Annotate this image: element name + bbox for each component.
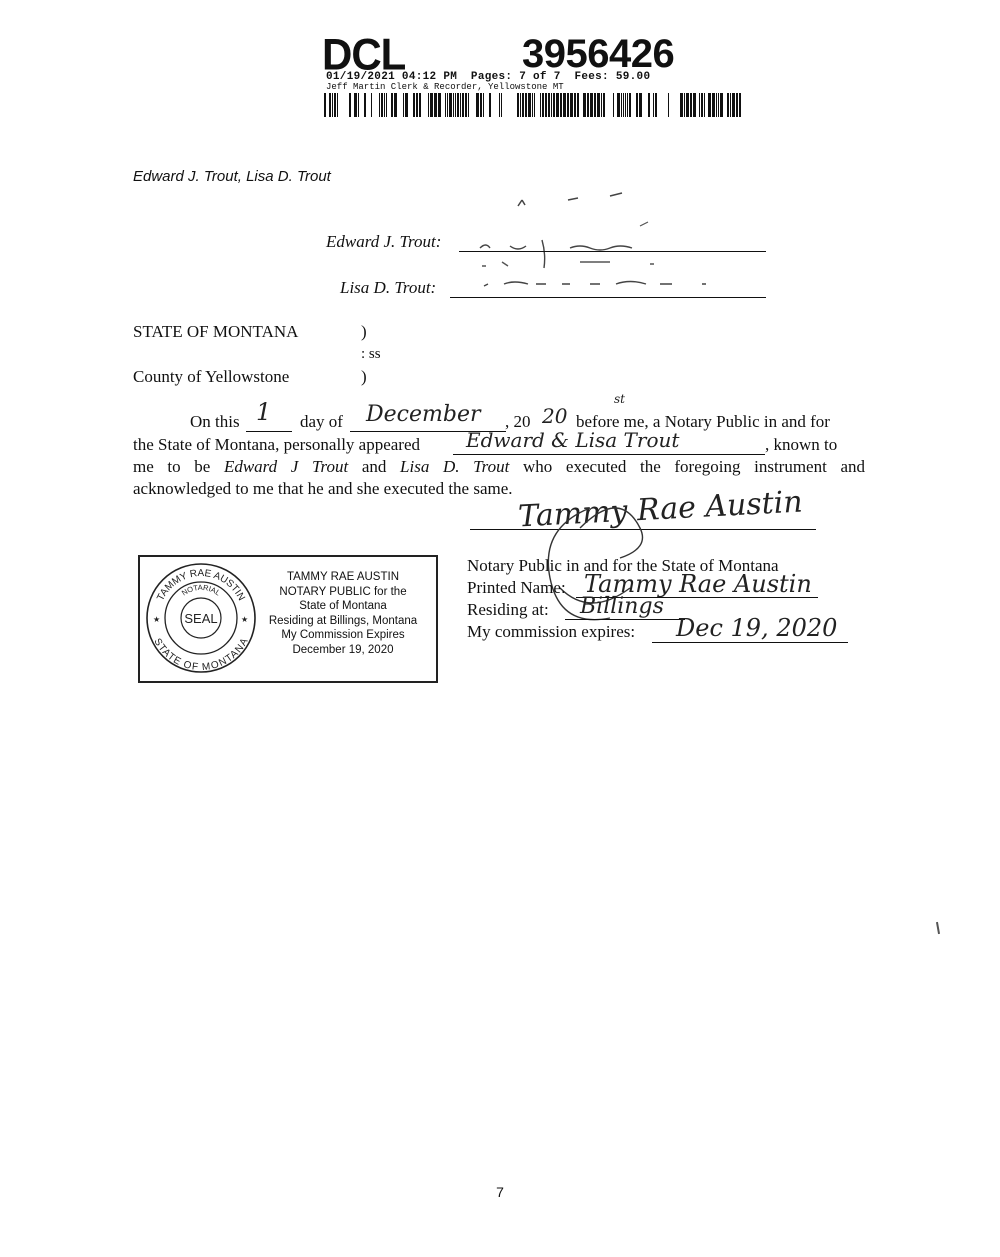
barcode-bar <box>704 93 705 117</box>
commission-value: Dec 19, 2020 <box>676 614 838 642</box>
barcode-bar <box>532 93 533 117</box>
barcode-bar <box>391 93 393 117</box>
seal-residing: Residing at Billings, Montana <box>268 614 418 627</box>
document-number: 3956426 <box>522 32 675 76</box>
barcode-bar <box>668 93 669 117</box>
barcode-bar <box>712 93 715 117</box>
barcode-bar <box>708 93 711 117</box>
barcode-bar <box>560 93 562 117</box>
barcode-bar <box>332 93 333 117</box>
barcode-bar <box>462 93 464 117</box>
seal-ring-top: TAMMY RAE AUSTIN <box>155 567 247 603</box>
grantors-heading: Edward J. Trout, Lisa D. Trout <box>133 168 331 185</box>
barcode-bar <box>522 93 524 117</box>
barcode-bar <box>655 93 657 117</box>
barcode-bar <box>686 93 689 117</box>
barcode-bar <box>489 93 491 117</box>
barcode-bar <box>468 93 469 117</box>
barcode-bar <box>534 93 535 117</box>
barcode-bar <box>613 93 614 117</box>
barcode-bar <box>449 93 452 117</box>
stray-mark <box>936 922 940 934</box>
ack-year-value: 20 <box>542 404 568 428</box>
ack-line2-start: the State of Montana, personally appeared <box>133 435 421 454</box>
barcode-bar <box>617 93 620 117</box>
ack-line3-end: who executed the foregoing instrument and <box>523 457 866 476</box>
barcode-bar <box>445 93 446 117</box>
barcode-bar <box>419 93 421 117</box>
seal-name: TAMMY RAE AUSTIN <box>286 571 400 583</box>
barcode-bar <box>621 93 622 117</box>
barcode-bar <box>639 93 642 117</box>
barcode-bar <box>542 93 544 117</box>
barcode-bar <box>394 93 397 117</box>
barcode-bar <box>730 93 731 117</box>
barcode-bar <box>629 93 631 117</box>
barcode-bar <box>720 93 723 117</box>
barcode-bar <box>556 93 559 117</box>
printed-name-label: Printed Name: <box>467 578 566 597</box>
barcode-bar <box>334 93 336 117</box>
seal-star-right-icon: ★ <box>241 615 249 624</box>
ack-day-value: 1 <box>256 398 272 426</box>
barcode-bar <box>386 93 387 117</box>
barcode-bar <box>627 93 628 117</box>
commission-label: My commission expires: <box>467 622 636 641</box>
barcode-bar <box>603 93 605 117</box>
ack-line4: acknowledged to me that he and she executed the same. <box>133 479 513 498</box>
barcode-bar <box>548 93 550 117</box>
barcode-bar <box>465 93 467 117</box>
barcode-bar <box>680 93 683 117</box>
barcode-bar <box>384 93 385 117</box>
barcode-bar <box>601 93 602 117</box>
barcode-bar <box>684 93 685 117</box>
barcode-bar <box>701 93 703 117</box>
barcode-bar <box>520 93 521 117</box>
barcode-bar <box>428 93 429 117</box>
seal-center: SEAL <box>184 611 218 626</box>
barcode-bar <box>590 93 593 117</box>
barcode-bar <box>597 93 600 117</box>
barcode-bar <box>349 93 351 117</box>
seal-commission: My Commission Expires <box>281 629 405 641</box>
ack-before-text: before me, a Notary Public in and for <box>576 412 830 431</box>
seal-star-left-icon: ★ <box>153 615 161 624</box>
barcode-bar <box>499 93 500 117</box>
residing-label: Residing at: <box>467 600 549 619</box>
barcode-bar <box>517 93 519 117</box>
ack-day-of: day of <box>300 412 343 431</box>
venue-ss: : ss <box>361 346 381 362</box>
ack-line3 <box>133 457 865 477</box>
barcode-bar <box>405 93 408 117</box>
barcode-bar <box>567 93 569 117</box>
barcode-bar <box>438 93 441 117</box>
seal-expires: December 19, 2020 <box>292 643 394 656</box>
barcode-bar <box>693 93 696 117</box>
notary-line1: Notary Public in and for the State of Montana <box>467 556 779 575</box>
barcode-bar <box>736 93 738 117</box>
recording-info: 01/19/2021 04:12 PM Pages: 7 of 7 Fees: 59.00 <box>326 71 651 83</box>
ack-appeared-value: Edward & Lisa Trout <box>466 428 680 452</box>
ack-line2-end <box>765 435 865 455</box>
barcode-bar <box>690 93 692 117</box>
ack-line3-start: me to be <box>133 457 211 476</box>
barcode-bar <box>430 93 433 117</box>
ack-appeared-line <box>453 453 765 455</box>
barcode-bar <box>324 93 326 117</box>
signature-scribbles <box>440 188 780 298</box>
barcode-bar <box>553 93 555 117</box>
svg-text:STATE OF MONTANA <box>151 636 250 673</box>
seal-title: NOTARY PUBLIC for the <box>279 585 407 598</box>
barcode-bar <box>636 93 638 117</box>
ack-and: and <box>361 457 387 476</box>
barcode-bar <box>476 93 479 117</box>
notary-signature: Tammy Rae Austin <box>517 484 804 535</box>
seal-ring-inner: NOTARIAL <box>179 582 223 598</box>
barcode-bar <box>625 93 626 117</box>
barcode-bar <box>718 93 719 117</box>
barcode-bar <box>716 93 717 117</box>
barcode-bar <box>551 93 552 117</box>
recording-label: DCL <box>322 29 406 80</box>
barcode-bar <box>379 93 380 117</box>
barcode-bar <box>563 93 566 117</box>
barcode-bar <box>371 93 372 117</box>
barcode-bar <box>480 93 482 117</box>
barcode-bar <box>501 93 502 117</box>
ack-line2-end-text: , known to <box>765 435 838 454</box>
barcode-bar <box>587 93 589 117</box>
barcode-bar <box>727 93 729 117</box>
lisa-signature-line <box>450 296 766 298</box>
venue-county: County of Yellowstone <box>133 367 290 386</box>
barcode-bar <box>732 93 735 117</box>
barcode-bar <box>483 93 484 117</box>
venue-paren-close: ) <box>361 367 367 386</box>
ack-year-prefix: , 20 <box>505 412 531 431</box>
seal-text-block <box>254 570 432 657</box>
ack-day-line <box>246 430 292 432</box>
ack-month-value: December <box>366 402 481 427</box>
barcode-bar <box>577 93 579 117</box>
venue-paren-open: ) <box>361 322 367 341</box>
residing-value: Billings <box>580 594 664 619</box>
ack-on-this: On this <box>190 412 240 431</box>
barcode-bar <box>358 93 359 117</box>
barcode-bar <box>540 93 541 117</box>
barcode-bar <box>594 93 596 117</box>
barcode-bar <box>460 93 461 117</box>
ack-name1: Edward J Trout <box>223 457 349 476</box>
barcode-bar <box>528 93 531 117</box>
lisa-signature-label: Lisa D. Trout: <box>340 278 437 297</box>
barcode-bar <box>416 93 418 117</box>
barcode <box>324 93 744 117</box>
barcode-bar <box>457 93 459 117</box>
ack-day-suffix: st <box>614 392 625 406</box>
venue-state: STATE OF MONTANA <box>133 322 299 341</box>
barcode-bar <box>354 93 357 117</box>
barcode-bar <box>337 93 338 117</box>
barcode-bar <box>525 93 527 117</box>
barcode-bar <box>623 93 624 117</box>
seal-ring-bottom: STATE OF MONTANA <box>151 636 251 674</box>
barcode-bar <box>583 93 586 117</box>
barcode-bar <box>447 93 448 117</box>
edward-signature-label: Edward J. Trout: <box>326 232 442 251</box>
barcode-bar <box>329 93 331 117</box>
recorder-info: Jeff Martin Clerk & Recorder, Yellowstone MT <box>326 82 564 92</box>
barcode-bar <box>574 93 576 117</box>
ack-name2: Lisa D. Trout <box>400 457 510 476</box>
barcode-bar <box>739 93 741 117</box>
barcode-bar <box>381 93 383 117</box>
barcode-bar <box>453 93 454 117</box>
barcode-bar <box>648 93 650 117</box>
edward-signature-line <box>459 250 766 252</box>
barcode-bar <box>434 93 437 117</box>
printed-name-value: Tammy Rae Austin <box>584 570 812 598</box>
barcode-bar <box>545 93 547 117</box>
barcode-bar <box>653 93 654 117</box>
barcode-bar <box>364 93 366 117</box>
barcode-bar <box>455 93 456 117</box>
barcode-bar <box>699 93 700 117</box>
barcode-bar <box>570 93 573 117</box>
barcode-bar <box>403 93 404 117</box>
barcode-bar <box>413 93 415 117</box>
notary-seal-emblem <box>143 560 259 676</box>
seal-state: State of Montana <box>299 600 387 612</box>
page-number: 7 <box>496 1184 504 1200</box>
